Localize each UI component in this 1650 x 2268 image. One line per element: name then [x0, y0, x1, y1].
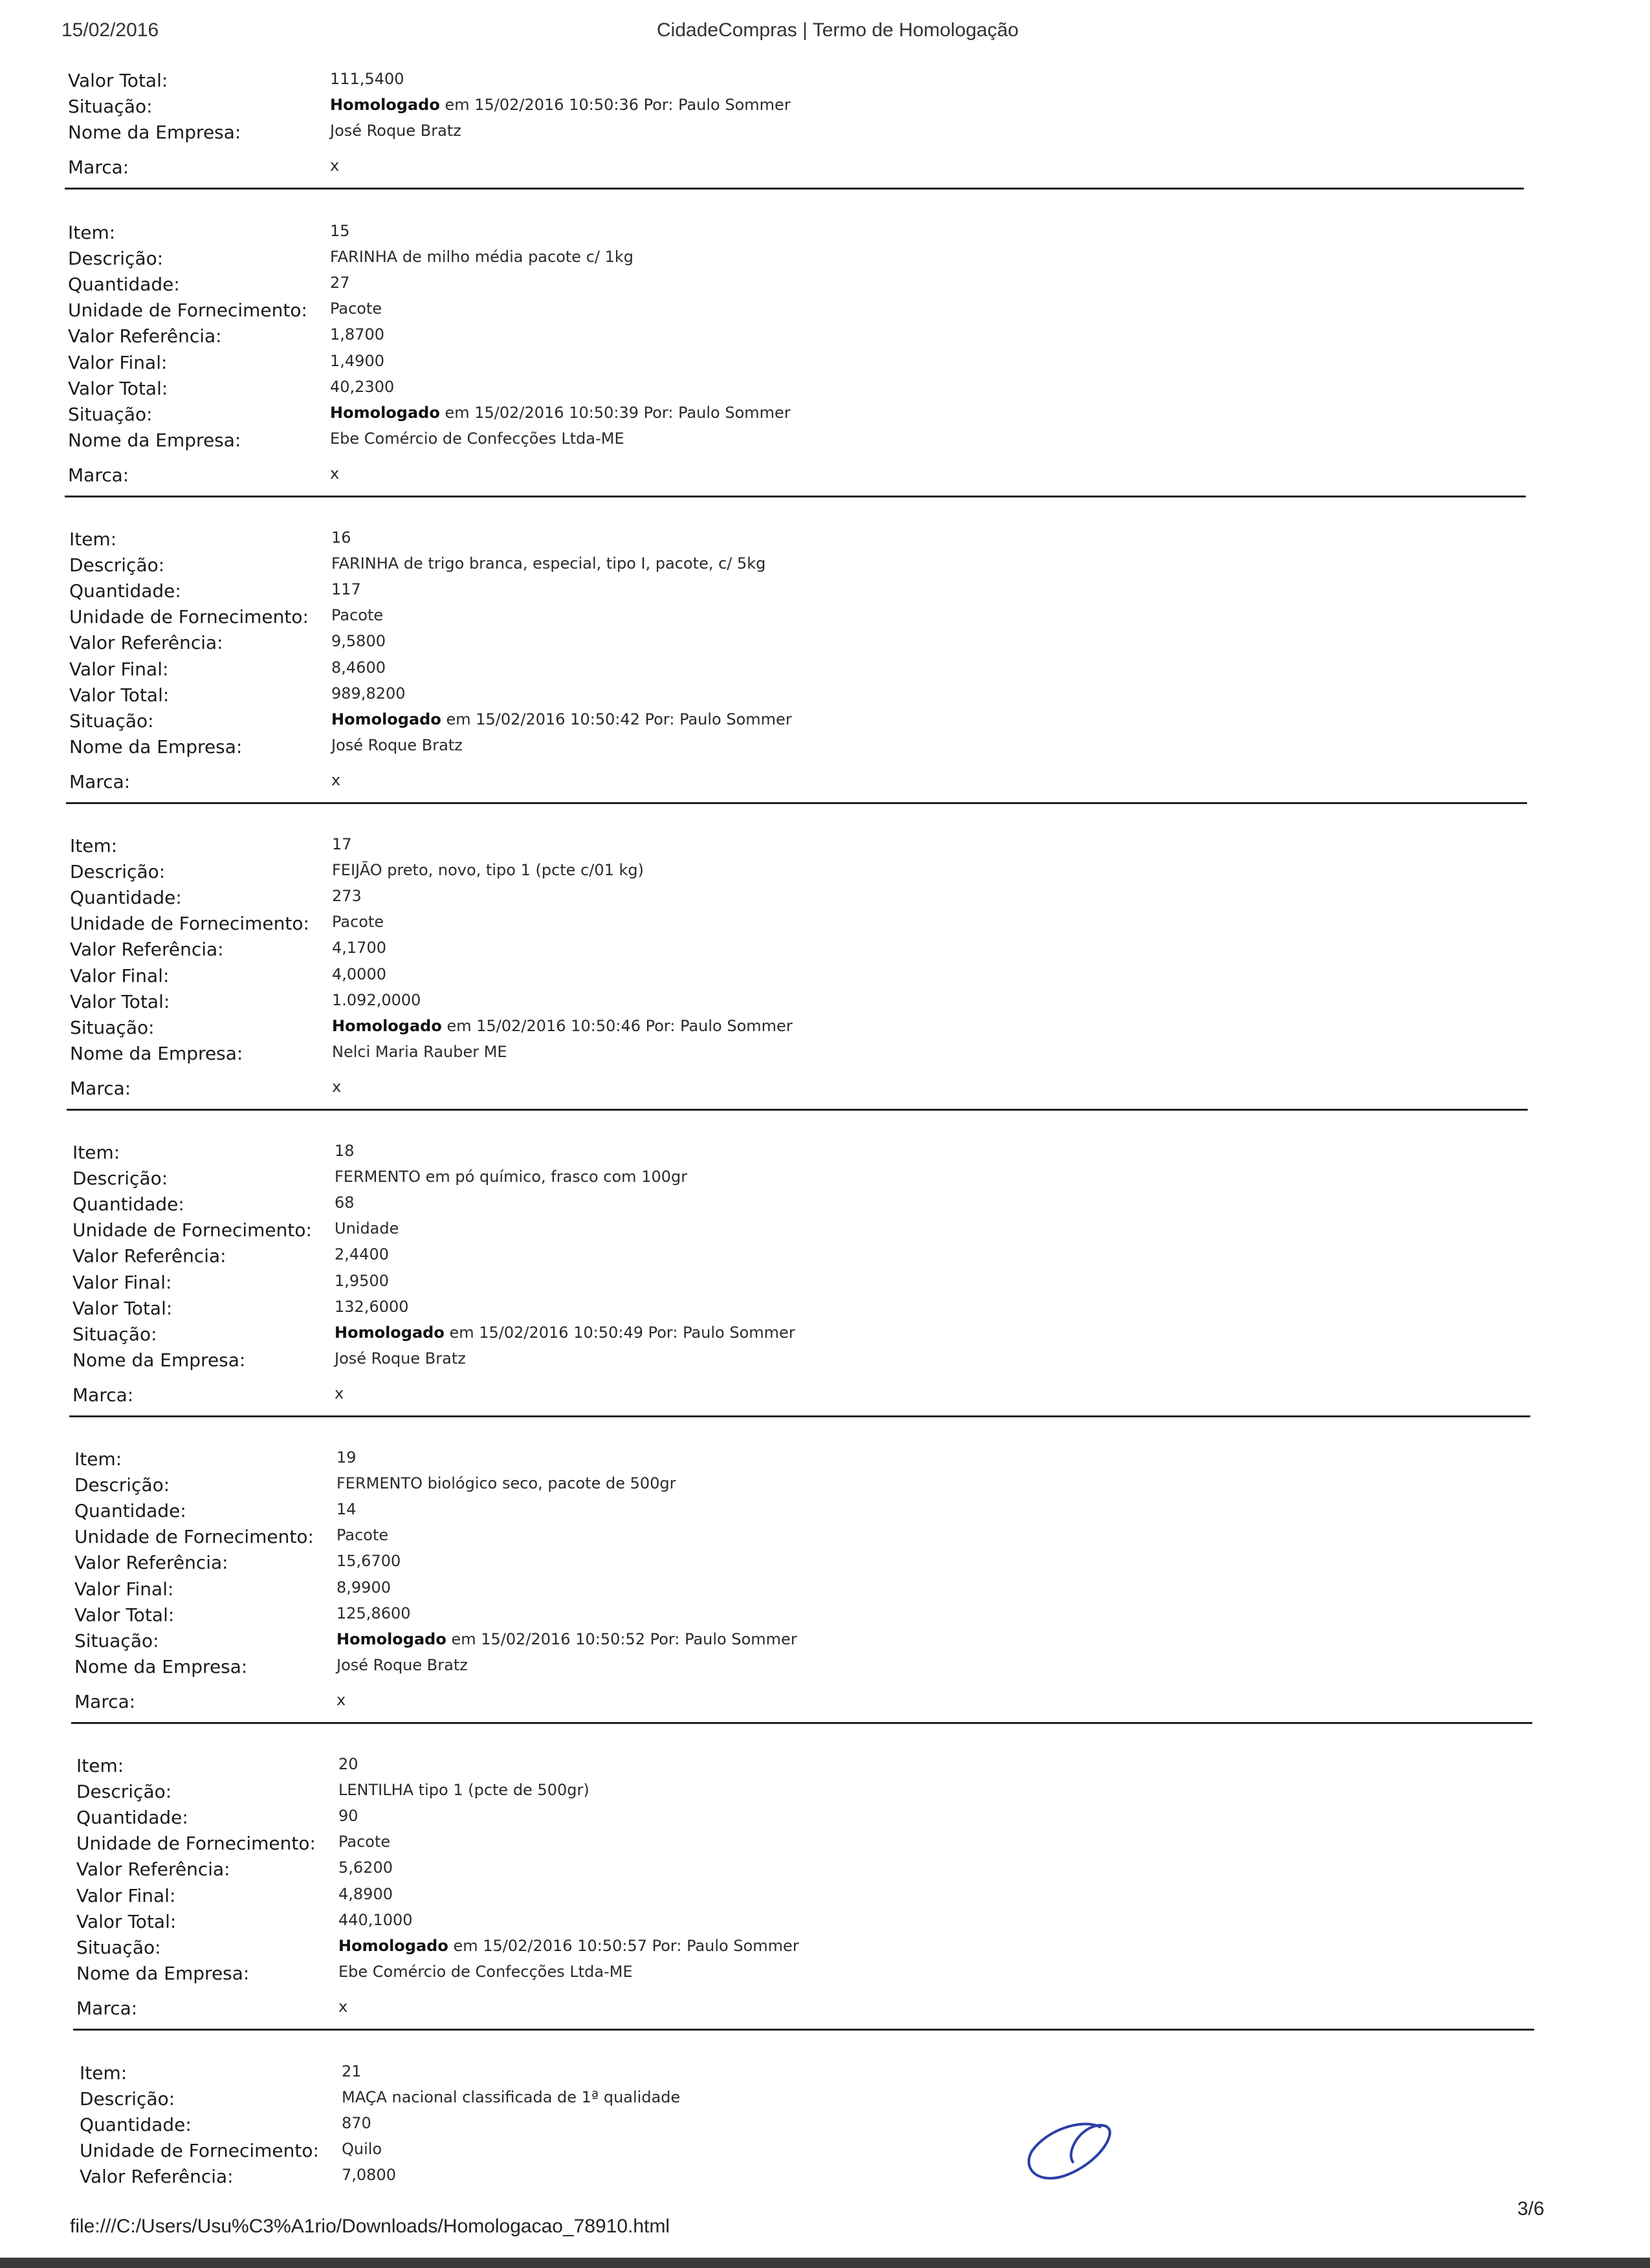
value-valor-referencia: 4,1700 [332, 939, 386, 957]
value-quantidade: 870 [342, 2114, 371, 2132]
label-marca: Marca: [74, 1690, 136, 1712]
label-valor-total: Valor Total: [69, 684, 170, 706]
label-quantidade: Quantidade: [72, 1194, 184, 1216]
label-quantidade: Quantidade: [74, 1500, 186, 1522]
footer-url: file:///C:/Users/Usu%C3%A1rio/Downloads/Homologacao_78910.html [70, 2216, 670, 2237]
label-valor-referencia: Valor Referência: [69, 632, 223, 654]
scan-edge [0, 2258, 1650, 2268]
label-quantidade: Quantidade: [69, 580, 181, 602]
label-descricao: Descrição: [74, 1474, 170, 1496]
label-marca: Marca: [70, 1077, 131, 1099]
record-divider [71, 1722, 1532, 1724]
label-valor-final: Valor Final: [76, 1884, 176, 1906]
label-situacao: Situação: [74, 1630, 159, 1652]
value-nome-empresa: José Roque Bratz [335, 1349, 466, 1368]
label-quantidade: Quantidade: [80, 2114, 192, 2135]
value-situacao: Homologado em 15/02/2016 10:50:52 Por: Paulo Sommer [336, 1630, 797, 1648]
header-date: 15/02/2016 [61, 19, 159, 41]
label-nome-empresa: Nome da Empresa: [76, 1962, 250, 1984]
label-descricao: Descrição: [68, 248, 164, 270]
label-quantidade: Quantidade: [70, 887, 182, 909]
record-divider [66, 802, 1527, 804]
signature-mark [1022, 2115, 1119, 2186]
label-valor-total: Valor Total: [72, 1297, 173, 1319]
label-unidade: Unidade de Fornecimento: [74, 1526, 314, 1548]
label-marca: Marca: [68, 464, 129, 486]
value-unidade: Pacote [338, 1833, 391, 1851]
label-nome-empresa: Nome da Empresa: [70, 1042, 243, 1064]
label-valor-referencia: Valor Referência: [80, 2166, 234, 2187]
value-item: 17 [332, 835, 352, 853]
value-marca: x [330, 464, 340, 483]
value-nome-empresa: José Roque Bratz [330, 122, 461, 140]
value-situacao: Homologado em 15/02/2016 10:50:42 Por: Paulo Sommer [331, 710, 792, 728]
label-valor-final: Valor Final: [68, 351, 168, 373]
value-marca: x [330, 157, 340, 175]
label-descricao: Descrição: [70, 861, 166, 883]
value-descricao: MAÇA nacional classificada de 1ª qualidade [342, 2088, 681, 2106]
value-quantidade: 90 [338, 1807, 358, 1826]
label-unidade: Unidade de Fornecimento: [72, 1219, 312, 1241]
label-nome-empresa: Nome da Empresa: [68, 122, 241, 143]
value-valor-final: 8,4600 [331, 658, 386, 677]
value-item: 15 [330, 222, 350, 240]
value-situacao: Homologado em 15/02/2016 10:50:57 Por: Paulo Sommer [338, 1936, 799, 1955]
label-descricao: Descrição: [72, 1168, 168, 1190]
value-quantidade: 68 [335, 1194, 355, 1212]
value-valor-total: 1.092,0000 [332, 990, 421, 1009]
label-item: Item: [74, 1448, 122, 1470]
value-quantidade: 117 [331, 580, 361, 599]
value-situacao: Homologado em 15/02/2016 10:50:49 Por: Paulo Sommer [335, 1323, 795, 1342]
label-valor-final: Valor Final: [69, 658, 169, 680]
value-item: 19 [336, 1448, 357, 1467]
value-valor-referencia: 15,6700 [336, 1552, 401, 1571]
value-nome-empresa: José Roque Bratz [331, 736, 463, 754]
value-descricao: FERMENTO em pó químico, frasco com 100gr [335, 1168, 688, 1186]
label-situacao: Situação: [68, 403, 153, 425]
value-valor-total: 989,8200 [331, 684, 406, 703]
label-unidade: Unidade de Fornecimento: [76, 1833, 316, 1855]
value-valor-total: 440,1000 [338, 1910, 413, 1929]
value-valor-final: 1,9500 [335, 1271, 389, 1290]
value-quantidade: 27 [330, 274, 350, 292]
value-descricao: FARINHA de trigo branca, especial, tipo I, pacote, c/ 5kg [331, 554, 766, 573]
value-unidade: Pacote [336, 1526, 389, 1545]
value-quantidade: 273 [332, 887, 362, 906]
value-descricao: FEIJÃO preto, novo, tipo 1 (pcte c/01 kg) [332, 861, 644, 880]
label-valor-referencia: Valor Referência: [68, 325, 222, 347]
label-quantidade: Quantidade: [68, 274, 180, 296]
label-valor-total: Valor Total: [68, 377, 168, 399]
value-valor-referencia: 1,8700 [330, 325, 384, 344]
value-valor-referencia: 2,4400 [335, 1245, 389, 1264]
label-situacao: Situação: [72, 1323, 157, 1345]
label-valor-referencia: Valor Referência: [74, 1552, 228, 1574]
label-situacao: Situação: [76, 1936, 161, 1958]
label-valor-referencia: Valor Referência: [76, 1859, 230, 1881]
value-valor-final: 8,9900 [336, 1578, 391, 1597]
value-situacao: Homologado em 15/02/2016 10:50:46 Por: Paulo Sommer [332, 1016, 793, 1035]
label-item: Item: [80, 2062, 127, 2084]
value-descricao: FARINHA de milho média pacote c/ 1kg [330, 248, 634, 267]
value-valor-referencia: 9,5800 [331, 632, 386, 651]
value-item: 18 [335, 1142, 355, 1160]
value-unidade: Pacote [332, 913, 384, 932]
record-divider [67, 1109, 1528, 1111]
label-valor-total: Valor Total: [76, 1910, 177, 1932]
label-valor-referencia: Valor Referência: [72, 1245, 226, 1267]
label-valor-total: Valor Total: [74, 1604, 175, 1626]
label-descricao: Descrição: [69, 554, 165, 576]
label-marca: Marca: [68, 157, 129, 178]
value-nome-empresa: Ebe Comércio de Confecções Ltda-ME [330, 429, 624, 448]
record-divider [65, 496, 1526, 497]
value-valor-final: 1,4900 [330, 351, 384, 370]
label-item: Item: [70, 835, 118, 856]
value-marca: x [335, 1384, 344, 1402]
value-marca: x [331, 770, 341, 789]
value-situacao: Homologado em 15/02/2016 10:50:39 Por: Paulo Sommer [330, 403, 791, 422]
value-valor-total: 40,2300 [330, 377, 395, 396]
label-nome-empresa: Nome da Empresa: [68, 429, 241, 451]
label-situacao: Situação: [68, 96, 153, 117]
value-marca: x [338, 1997, 348, 2016]
value-valor-total: 111,5400 [330, 70, 404, 88]
label-nome-empresa: Nome da Empresa: [74, 1655, 248, 1677]
value-nome-empresa: José Roque Bratz [336, 1655, 468, 1674]
label-nome-empresa: Nome da Empresa: [72, 1349, 246, 1371]
value-item: 16 [331, 529, 351, 547]
label-descricao: Descrição: [76, 1781, 172, 1803]
value-situacao: Homologado em 15/02/2016 10:50:36 Por: Paulo Sommer [330, 96, 791, 114]
value-valor-referencia: 5,6200 [338, 1859, 393, 1877]
value-item: 20 [338, 1755, 358, 1773]
value-nome-empresa: Nelci Maria Rauber ME [332, 1042, 507, 1061]
value-valor-referencia: 7,0800 [342, 2166, 396, 2184]
label-valor-final: Valor Final: [72, 1271, 172, 1293]
label-unidade: Unidade de Fornecimento: [68, 300, 307, 322]
label-valor-referencia: Valor Referência: [70, 939, 224, 961]
value-valor-final: 4,8900 [338, 1884, 393, 1903]
label-valor-total: Valor Total: [68, 70, 168, 91]
page-number: 3/6 [1517, 2198, 1545, 2219]
label-marca: Marca: [76, 1997, 138, 2019]
label-situacao: Situação: [69, 710, 154, 732]
label-item: Item: [69, 529, 117, 550]
label-descricao: Descrição: [80, 2088, 175, 2110]
label-item: Item: [76, 1755, 124, 1776]
label-marca: Marca: [72, 1384, 134, 1406]
value-marca: x [336, 1690, 346, 1709]
record-divider [65, 188, 1524, 190]
header-title: CidadeCompras | Termo de Homologação [657, 19, 1019, 41]
record-divider [73, 2029, 1534, 2031]
label-valor-total: Valor Total: [70, 990, 170, 1012]
value-quantidade: 14 [336, 1500, 357, 1519]
value-unidade: Pacote [331, 606, 384, 625]
value-unidade: Pacote [330, 300, 382, 318]
label-unidade: Unidade de Fornecimento: [70, 913, 309, 935]
value-descricao: FERMENTO biológico seco, pacote de 500gr [336, 1474, 676, 1493]
value-marca: x [332, 1077, 342, 1096]
label-valor-final: Valor Final: [74, 1578, 174, 1600]
value-nome-empresa: Ebe Comércio de Confecções Ltda-ME [338, 1962, 633, 1981]
label-quantidade: Quantidade: [76, 1807, 188, 1829]
value-valor-final: 4,0000 [332, 965, 386, 983]
label-valor-final: Valor Final: [70, 965, 170, 987]
label-unidade: Unidade de Fornecimento: [69, 606, 309, 628]
label-unidade: Unidade de Fornecimento: [80, 2140, 319, 2161]
label-marca: Marca: [69, 770, 131, 792]
value-descricao: LENTILHA tipo 1 (pcte de 500gr) [338, 1781, 589, 1800]
label-item: Item: [72, 1142, 120, 1163]
label-nome-empresa: Nome da Empresa: [69, 736, 243, 758]
value-valor-total: 125,8600 [336, 1604, 411, 1622]
label-situacao: Situação: [70, 1016, 155, 1038]
value-valor-total: 132,6000 [335, 1297, 409, 1316]
value-item: 21 [342, 2062, 362, 2080]
value-unidade: Quilo [342, 2140, 382, 2158]
record-divider [69, 1415, 1530, 1417]
value-unidade: Unidade [335, 1219, 399, 1238]
label-item: Item: [68, 222, 116, 243]
